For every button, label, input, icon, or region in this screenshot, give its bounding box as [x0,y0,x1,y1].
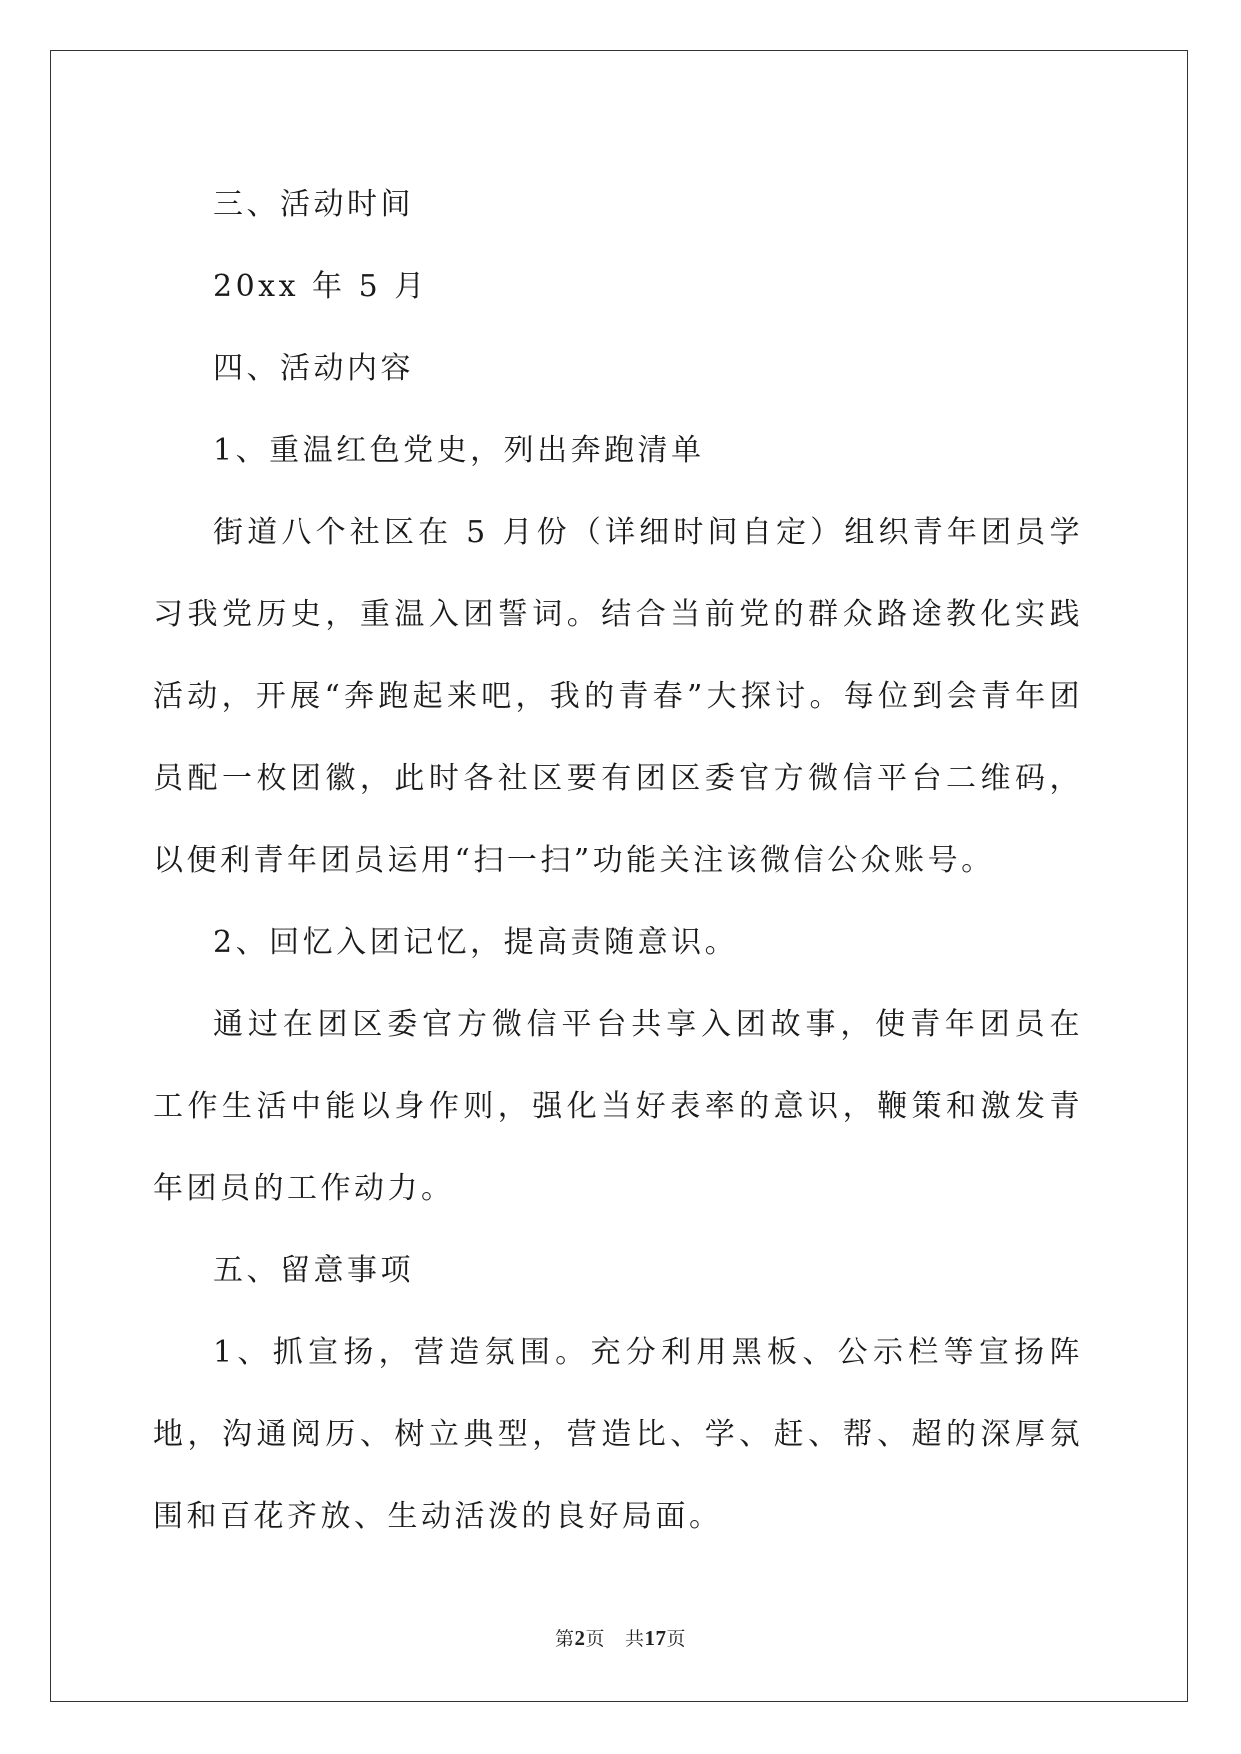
subheading-item-1: 1、重温红色党史，列出奔跑清单 [213,433,705,468]
body-paragraph-1: 街道八个社区在 5 月份（详细时间自定）组织青年团员学习我党历史，重温入团誓词。结合当前党的群众路途教化实践活动，开展“奔跑起来吧，我的青春”大探讨。每位到会青年团员配一枚团徽，此时各社区要有团区委官方微信平台二维码，以便利青年团员运用“扫一扫”功能关注该微信公众账号。 [153,515,1083,878]
page-prefix: 第 [554,1628,575,1650]
section-heading-notes: 五、留意事项 [213,1253,414,1288]
page-number: 2 [574,1626,586,1650]
section-heading-activity-content: 四、活动内容 [213,351,414,386]
body-paragraph-3: 1、抓宣扬，营造氛围。充分利用黑板、公示栏等宣扬阵地，沟通阅历、树立典型，营造比、学、赶、帮、超的深厚氛围和百花齐放、生动活泼的良好局面。 [153,1335,1083,1534]
section-heading-activity-time: 三、活动时间 [213,187,414,222]
total-unit: 页 [666,1628,687,1650]
page-footer [0,1624,1241,1651]
total-pages: 17 [644,1626,667,1650]
body-paragraph-2: 通过在团区委官方微信平台共享入团故事，使青年团员在工作生活中能以身作则，强化当好表率的意识，鞭策和激发青年团员的工作动力。 [153,1007,1083,1206]
document-body [153,164,1083,1558]
activity-date: 20xx 年 5 月 [213,269,428,304]
page-unit: 页 [585,1628,605,1650]
subheading-item-2: 2、回忆入团记忆，提高责随意识。 [213,925,739,960]
total-prefix: 共 [625,1628,645,1650]
